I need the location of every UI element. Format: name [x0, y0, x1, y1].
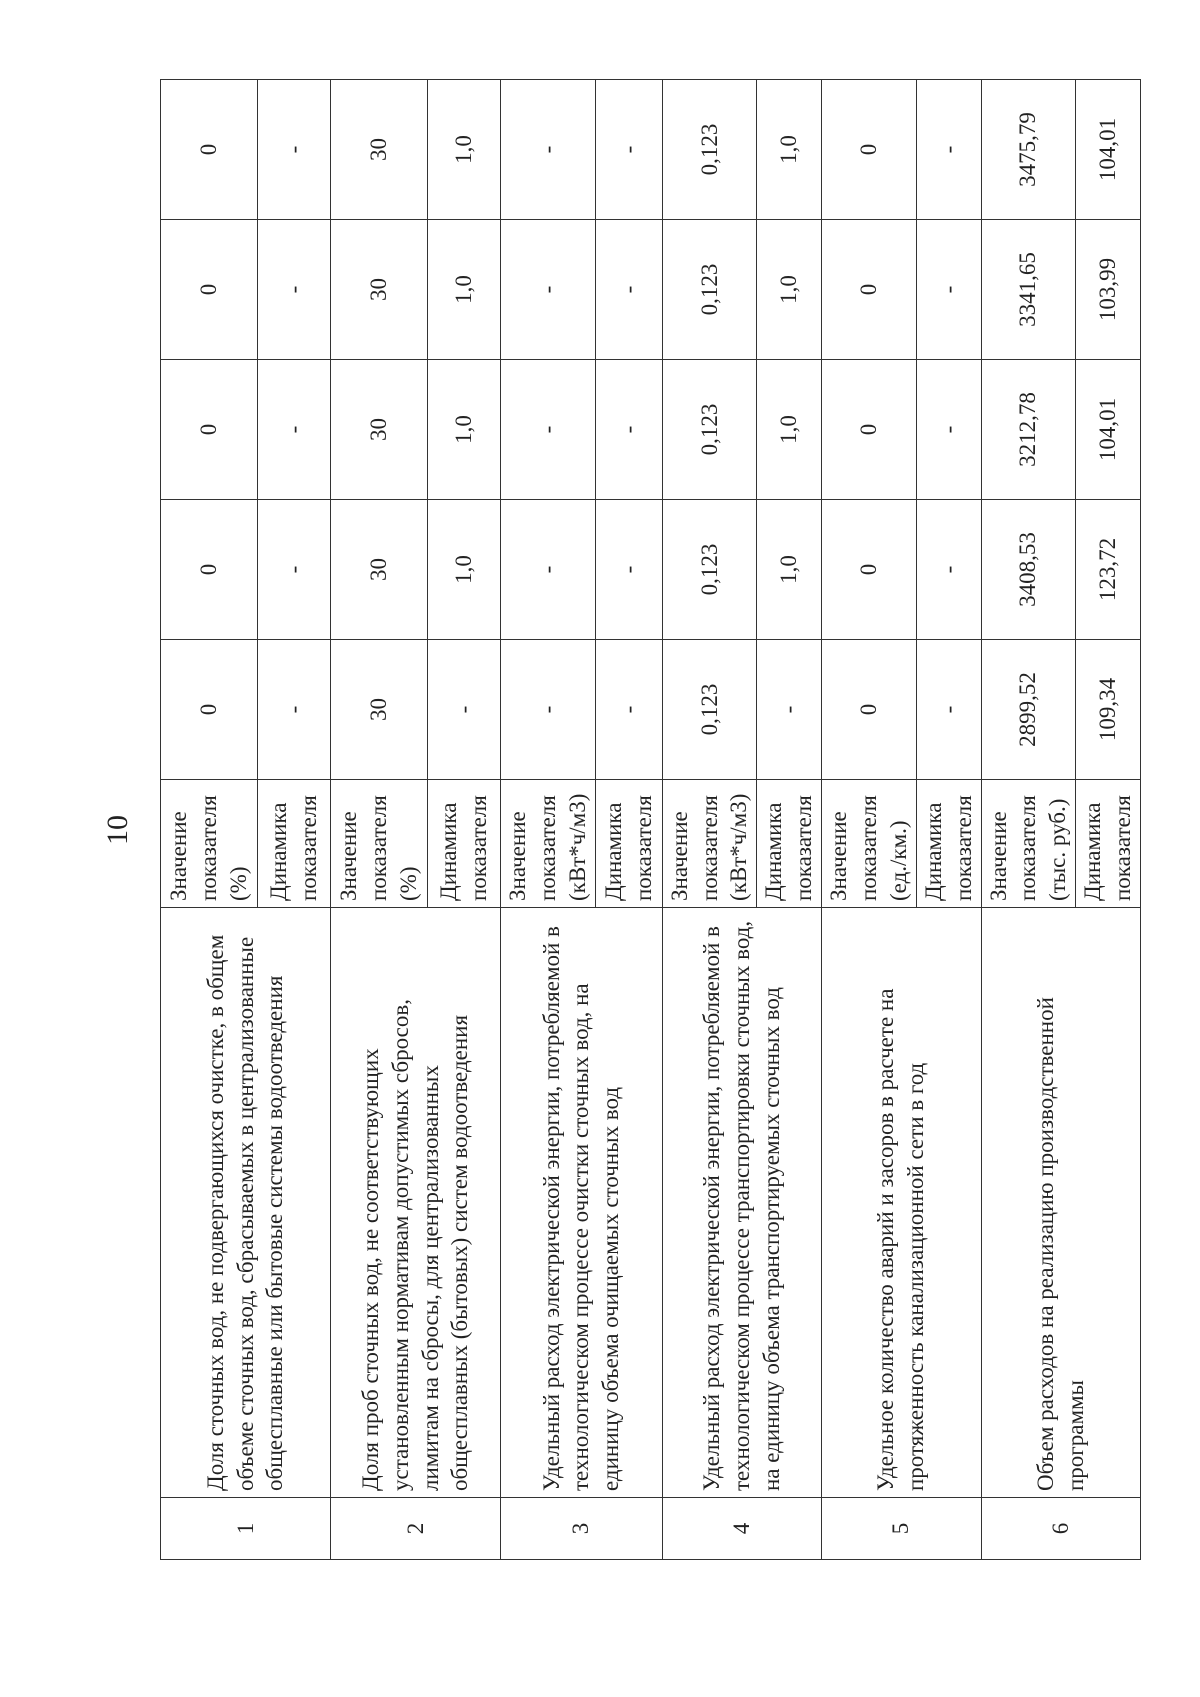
indicator-value-label: Значение показателя (%): [331, 780, 428, 908]
table-row: [161, 80, 258, 1560]
value-cell: 1,0: [428, 500, 501, 640]
value-cell: -: [501, 500, 596, 640]
value-cell: 1,0: [757, 500, 822, 640]
indicator-description: Удельный расход электрической энергии, потребляемой в технологическом процессе очистки сточных вод, на единицу объема очищаемых сточных вод: [501, 908, 663, 1498]
value-cell: -: [916, 80, 981, 220]
value-cell: 0,123: [662, 220, 757, 360]
row-number: 1: [161, 1498, 331, 1560]
indicators-table: [160, 79, 1141, 1560]
value-cell: 30: [331, 360, 428, 500]
value-cell: -: [595, 360, 662, 500]
value-cell: 2899,52: [981, 640, 1076, 780]
value-cell: 0: [161, 80, 258, 220]
value-cell: 0: [822, 220, 917, 360]
value-cell: 1,0: [428, 220, 501, 360]
value-cell: -: [258, 220, 331, 360]
value-cell: 3408,53: [981, 500, 1076, 640]
value-cell: 0: [822, 640, 917, 780]
value-cell: -: [258, 80, 331, 220]
value-cell: 1,0: [428, 80, 501, 220]
value-cell: 0: [822, 500, 917, 640]
table-row: [331, 80, 428, 1560]
table-row: [501, 80, 596, 1560]
value-cell: -: [501, 360, 596, 500]
value-cell: 3341,65: [981, 220, 1076, 360]
value-cell: 0: [822, 360, 917, 500]
value-cell: 1,0: [757, 220, 822, 360]
value-cell: -: [258, 360, 331, 500]
indicator-dynamics-label: Динамика показателя: [1076, 780, 1141, 908]
value-cell: 123,72: [1076, 500, 1141, 640]
value-cell: 30: [331, 500, 428, 640]
rotated-table-container: [160, 80, 1136, 1560]
indicator-dynamics-label: Динамика показателя: [428, 780, 501, 908]
value-cell: -: [501, 640, 596, 780]
value-cell: 104,01: [1076, 360, 1141, 500]
value-cell: -: [916, 360, 981, 500]
indicator-dynamics-label: Динамика показателя: [757, 780, 822, 908]
table-row: [981, 80, 1076, 1560]
value-cell: 0: [161, 360, 258, 500]
value-cell: -: [757, 640, 822, 780]
row-number: 4: [662, 1498, 821, 1560]
indicator-description: Доля сточных вод, не подвергающихся очистке, в общем объеме сточных вод, сбрасываемых в централизованные общесплавные или бытовые системы водоотведения: [161, 908, 331, 1498]
value-cell: 0,123: [662, 360, 757, 500]
value-cell: 0: [822, 80, 917, 220]
value-cell: 0: [161, 500, 258, 640]
indicator-value-label: Значение показателя (кВт*ч/м3): [662, 780, 757, 908]
value-cell: -: [595, 640, 662, 780]
value-cell: 30: [331, 80, 428, 220]
value-cell: -: [258, 500, 331, 640]
value-cell: 0,123: [662, 80, 757, 220]
indicator-value-label: Значение показателя (%): [161, 780, 258, 908]
value-cell: 104,01: [1076, 80, 1141, 220]
value-cell: 1,0: [757, 80, 822, 220]
indicator-value-label: Значение показателя (кВт*ч/м3): [501, 780, 596, 908]
indicator-value-label: Значение показателя (тыс. руб.): [981, 780, 1076, 908]
value-cell: 109,34: [1076, 640, 1141, 780]
indicator-dynamics-label: Динамика показателя: [595, 780, 662, 908]
row-number: 3: [501, 1498, 663, 1560]
row-number: 2: [331, 1498, 501, 1560]
row-number: 6: [981, 1498, 1140, 1560]
value-cell: 0,123: [662, 500, 757, 640]
indicator-dynamics-label: Динамика показателя: [916, 780, 981, 908]
value-cell: 0: [161, 640, 258, 780]
indicator-description: Доля проб сточных вод, не соответствующих установленным нормативам допустимых сбросов, лимитам на сбросы, для централизованных общесплавных (бытовых) систем водоотведения: [331, 908, 501, 1498]
table-row: [822, 80, 917, 1560]
value-cell: -: [501, 220, 596, 360]
value-cell: 3475,79: [981, 80, 1076, 220]
indicator-description: Удельный расход электрической энергии, потребляемой в технологическом процессе транспортировки сточных вод, на единицу объема транспортируемых сточных вод: [662, 908, 821, 1498]
value-cell: 30: [331, 220, 428, 360]
value-cell: -: [258, 640, 331, 780]
indicator-dynamics-label: Динамика показателя: [258, 780, 331, 908]
indicator-description: Объем расходов на реализацию производственной программы: [981, 908, 1140, 1498]
page-number: 10: [101, 815, 134, 845]
table-row: [662, 80, 757, 1560]
value-cell: -: [595, 80, 662, 220]
indicator-value-label: Значение показателя (ед./км.): [822, 780, 917, 908]
value-cell: 1,0: [757, 360, 822, 500]
value-cell: -: [501, 80, 596, 220]
value-cell: -: [595, 220, 662, 360]
value-cell: -: [916, 640, 981, 780]
value-cell: 3212,78: [981, 360, 1076, 500]
value-cell: -: [916, 500, 981, 640]
indicator-description: Удельное количество аварий и засоров в расчете на протяженность канализационной сети в год: [822, 908, 981, 1498]
value-cell: -: [916, 220, 981, 360]
value-cell: 103,99: [1076, 220, 1141, 360]
value-cell: -: [595, 500, 662, 640]
value-cell: 1,0: [428, 360, 501, 500]
value-cell: -: [428, 640, 501, 780]
value-cell: 30: [331, 640, 428, 780]
row-number: 5: [822, 1498, 981, 1560]
value-cell: 0: [161, 220, 258, 360]
value-cell: 0,123: [662, 640, 757, 780]
